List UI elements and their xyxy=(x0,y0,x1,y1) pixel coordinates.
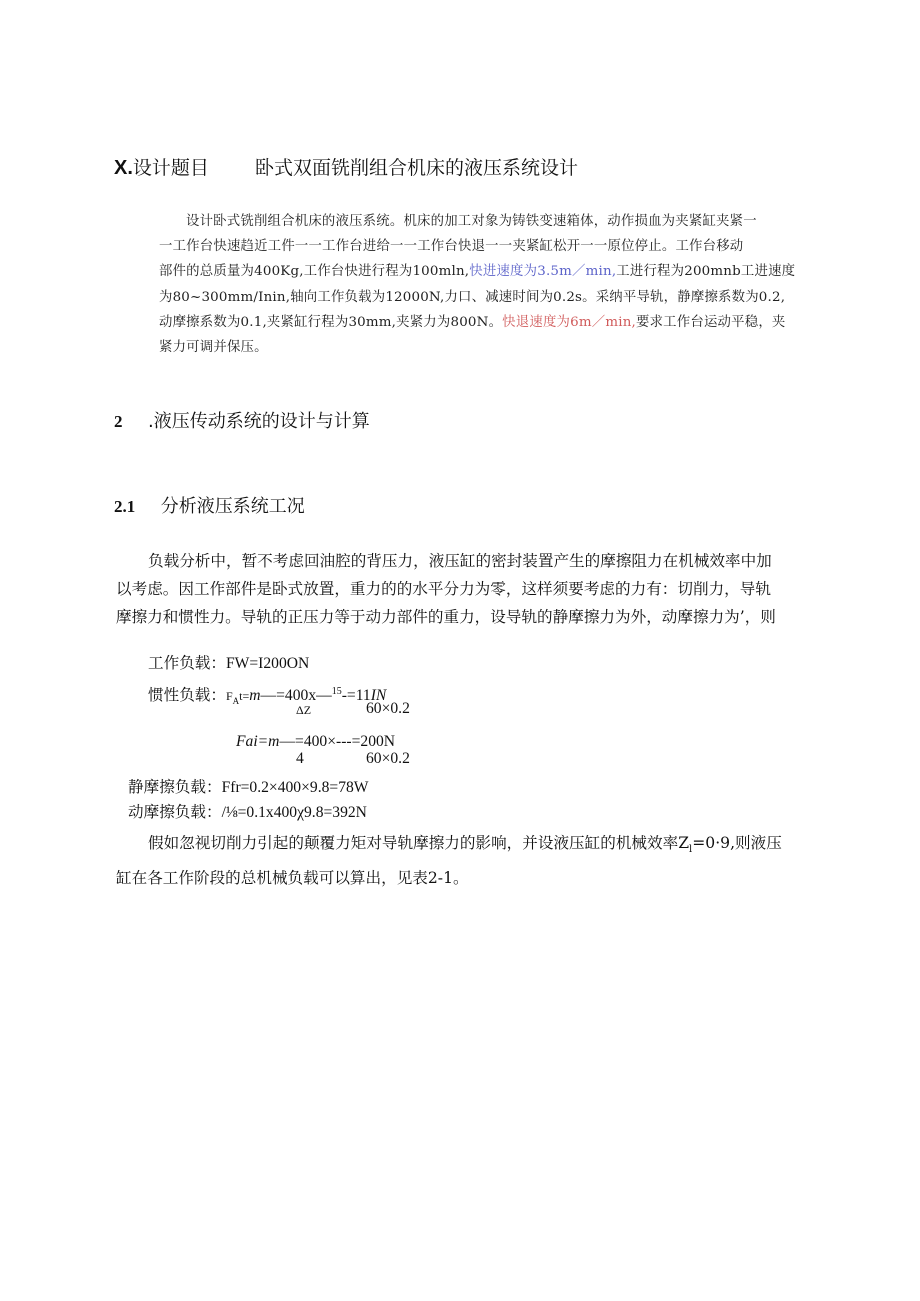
title-text: 卧式双面铣削组合机床的液压系统设计 xyxy=(255,157,579,179)
inertia-unit: IN xyxy=(370,687,387,704)
inertia-f: F xyxy=(225,689,233,703)
work-load-formula xyxy=(148,651,309,673)
inertia2-fai: Fai=m xyxy=(236,733,280,750)
inertia-load-formula-2 xyxy=(236,733,395,751)
inertia2-expr: —=400×---=200N xyxy=(279,733,396,750)
dynamic-friction-value: /⅛=0.1x400χ9.8=392N xyxy=(221,804,367,821)
section-2-1-heading xyxy=(114,492,305,518)
inertia-den-left-2: 4 xyxy=(296,750,304,767)
inertia-expr: —=400x— xyxy=(260,687,332,704)
intro-line-1: 设计卧式铣削组合机床的液压系统。机床的加工对象为铸铁变速箱体，动作损血为夹紧缸夹紧一 xyxy=(186,214,757,229)
intro-line-3-end: 工进行程为200mnb工进速度 xyxy=(616,264,796,280)
conclusion-paragraph xyxy=(116,829,782,892)
dynamic-friction-label: 动摩擦负载： xyxy=(128,803,222,821)
intro-line-5-text: 动摩擦系数为0.1,夹紧缸行程为30mm,夹紧力为800N。 xyxy=(159,314,503,330)
analysis-line-2: 以考虑。因工作部件是卧式放置，重力的的水平分力为零，这样须要考虑的力有：切削力，导轨 xyxy=(116,580,771,598)
conclusion-line-1-a: 假如忽视切削力引起的颠覆力矩对导轨摩擦力的影响，并设液压缸的机械效率Z xyxy=(148,834,690,852)
title-label: 设计题目 xyxy=(132,157,209,179)
static-friction-value: Ffr=0.2×400×9.8=78W xyxy=(221,779,369,796)
inertia-den-left-1: ΔZ xyxy=(296,703,312,717)
intro-line-3 xyxy=(159,259,795,284)
inertia-m: m xyxy=(249,687,261,704)
analysis-line-1: 负载分析中，暂不考虑回油腔的背压力，液压缸的密封装置产生的摩擦阻力在机械效率中加 xyxy=(148,552,772,570)
inertia-load-formula-1 xyxy=(148,683,386,706)
fast-forward-speed-highlight: 快进速度为3.5m／min, xyxy=(469,264,617,280)
intro-line-5-end: 要求工作台运动平稳，夹 xyxy=(636,314,786,330)
intro-line-3-text: 部件的总质量为400Kg,工作台快进行程为100mln, xyxy=(159,264,470,280)
conclusion-line-2: 缸在各工作阶段的总机械负载可以算出，见表2-1。 xyxy=(116,869,469,888)
inertia-result: -=11 xyxy=(341,687,371,704)
static-friction-formula xyxy=(128,775,369,797)
analysis-line-3: 摩擦力和惯性力。导轨的正压力等于动力部件的重力，设导轨的静摩擦力为外，动摩擦力为’，则 xyxy=(116,608,776,626)
intro-line-4: 为80~300mm/Inin,轴向工作负载为12000N,力口、减速时间为0.2s。采纳平导轨，静摩擦系数为0.2, xyxy=(159,289,786,305)
intro-line-6: 紧力可调并保压。 xyxy=(159,340,268,356)
section-2-1-text: 分析液压系统工况 xyxy=(160,496,305,517)
inertia-den-right-1: 60×0.2 xyxy=(366,700,410,717)
document-title xyxy=(114,153,578,180)
section-2-text: .液压传动系统的设计与计算 xyxy=(147,411,370,432)
intro-line-2: 一工作台快速趋近工件一一工作台进给一一工作台快退一一夹紧缸松开一一原位停止。工作台移动 xyxy=(159,239,744,255)
title-number: X. xyxy=(114,157,133,179)
inertia-t: t= xyxy=(239,689,250,703)
inertia-sub: A xyxy=(232,696,240,707)
section-2-1-number: 2.1 xyxy=(114,497,136,516)
fast-return-speed-highlight: 快退速度为6m／min, xyxy=(502,314,636,330)
work-load-label: 工作负载： xyxy=(148,654,226,672)
dynamic-friction-formula xyxy=(128,800,367,822)
static-friction-label: 静摩擦负载： xyxy=(128,778,222,796)
conclusion-line-1 xyxy=(116,829,782,864)
section-2-heading xyxy=(114,407,370,433)
inertia-load-label: 惯性负载： xyxy=(148,686,226,704)
section-2-number: 2 xyxy=(114,412,123,431)
inertia-den-right-2: 60×0.2 xyxy=(366,750,410,767)
intro-paragraph xyxy=(159,209,795,360)
conclusion-line-1-b: =0·9,则液压 xyxy=(692,834,782,852)
work-load-value: FW=I200ON xyxy=(225,655,310,672)
load-analysis-paragraph xyxy=(116,547,776,631)
inertia-sup: 15 xyxy=(331,685,342,697)
efficiency-sub: l xyxy=(689,844,693,856)
intro-line-5 xyxy=(159,310,795,335)
